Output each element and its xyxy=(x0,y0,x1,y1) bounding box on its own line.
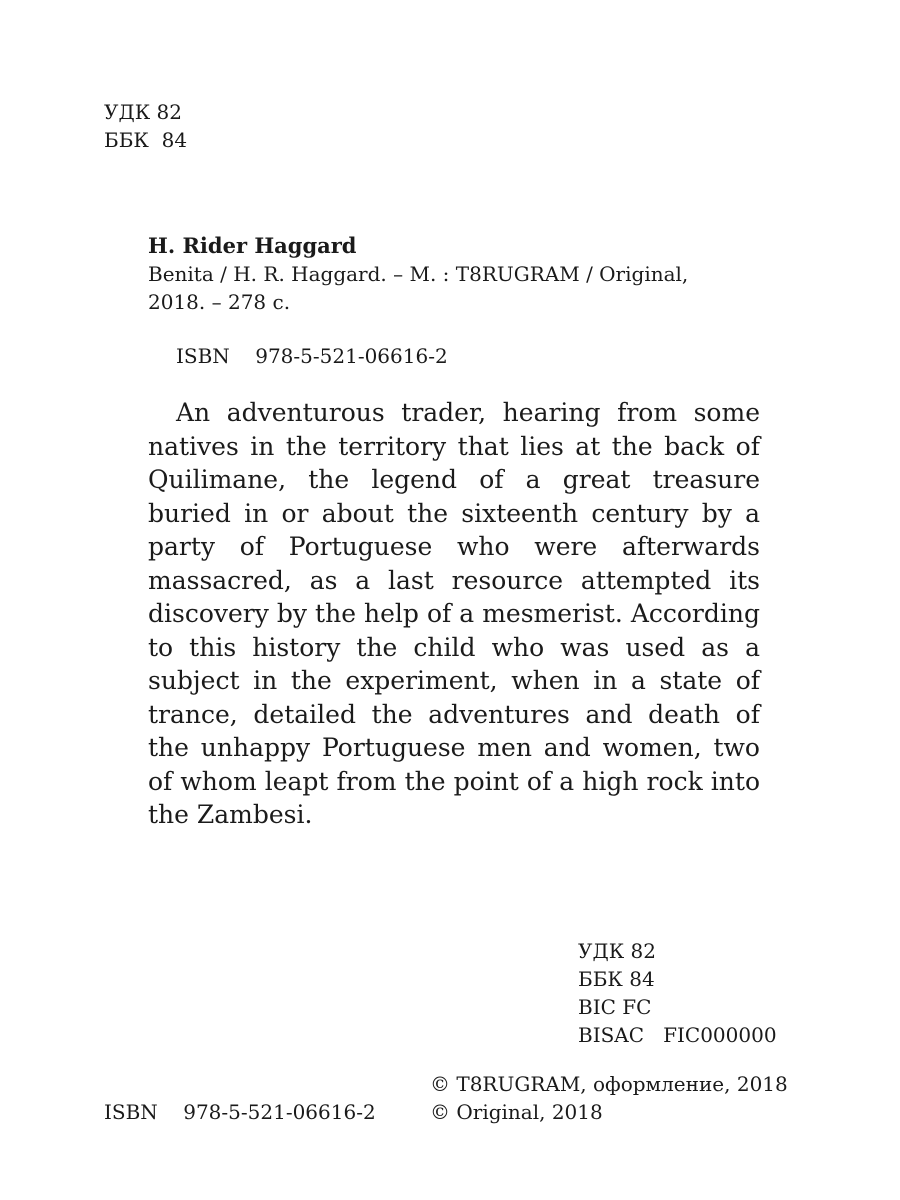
udk-code-bottom: УДК 82 xyxy=(578,939,656,963)
biblio-line-2: 2018. – 278 с. xyxy=(148,290,291,314)
top-classification-codes xyxy=(104,98,187,154)
copyright-notice xyxy=(430,1070,788,1126)
isbn-bottom: ISBN 978-5-521-06616-2 xyxy=(104,1100,376,1124)
udk-code: УДК 82 xyxy=(104,100,182,124)
annotation-text: An adventurous trader, hearing from some natives in the territory that lies at the back of Quilimane, the legend of a great treasure buried in or about the sixteenth century by a party of Portuguese who were afterwards massacred, as a last resource attempted its discovery by the help of a mesmerist. According to this history the child who was used as a subject in the experiment, when in a state of trance, detailed the adventures and death of the unhappy Portuguese men and women, two of whom leapt from the point of a high rock into the Zambesi. xyxy=(148,398,760,829)
bibliographic-description xyxy=(148,260,760,316)
annotation xyxy=(148,396,760,832)
copyright-line-1: © T8RUGRAM, оформление, 2018 xyxy=(430,1072,788,1096)
bic-code: BIC FC xyxy=(578,995,652,1019)
copyright-line-2: © Original, 2018 xyxy=(430,1100,603,1124)
bottom-classification-codes xyxy=(578,937,777,1049)
author-name: H. Rider Haggard xyxy=(148,233,357,258)
bibliographic-record xyxy=(148,232,760,316)
bbk-code-bottom: ББК 84 xyxy=(578,967,655,991)
biblio-line-1: Benita / H. R. Haggard. – M. : T8RUGRAM / Original, xyxy=(148,262,689,286)
bbk-code: ББК 84 xyxy=(104,128,188,152)
bisac-code: BISAC FIC000000 xyxy=(578,1023,777,1047)
isbn-record: ISBN 978-5-521-06616-2 xyxy=(176,344,448,368)
